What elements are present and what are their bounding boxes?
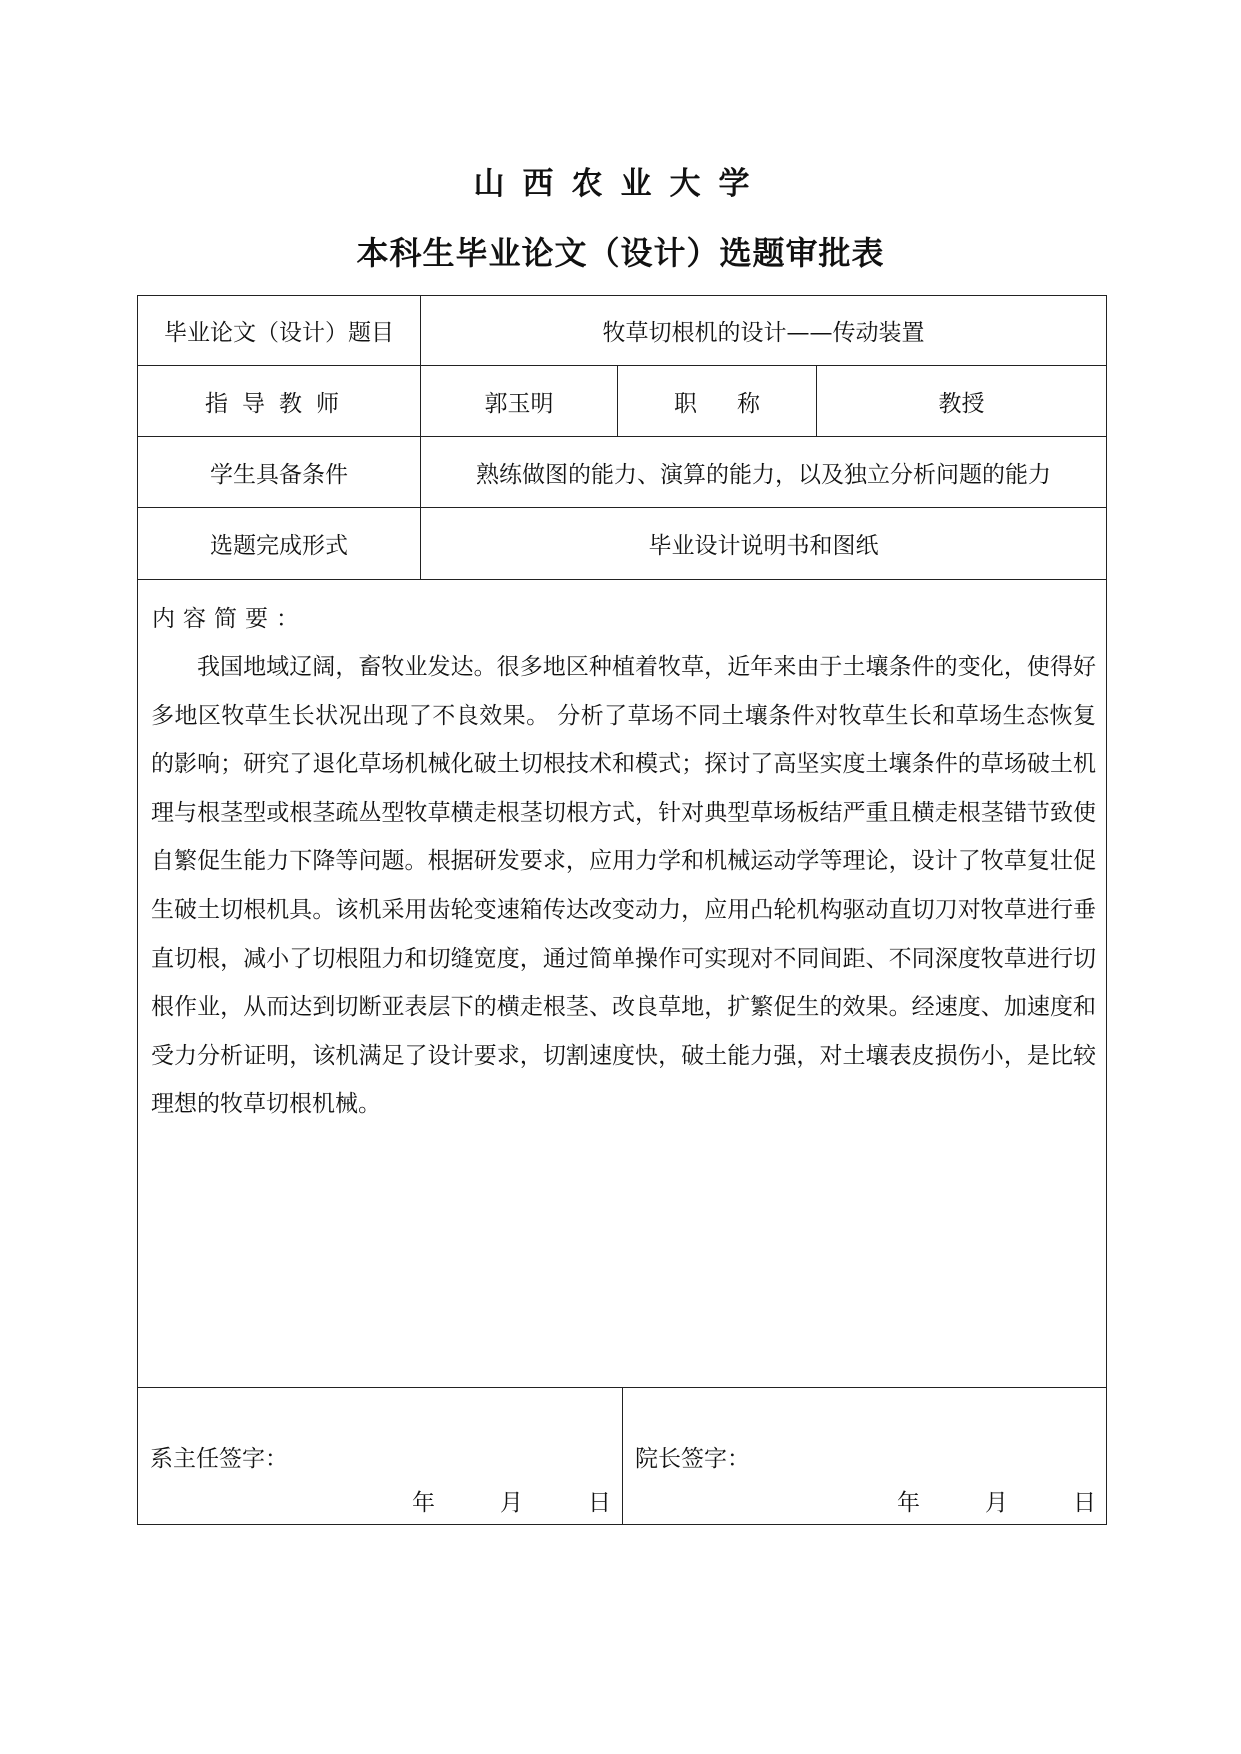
content-summary bbox=[138, 580, 1106, 1388]
dean-month: 月 bbox=[985, 1490, 1008, 1516]
requirements-row bbox=[138, 437, 1106, 508]
dept-head-month: 月 bbox=[500, 1490, 523, 1516]
dept-head-day: 日 bbox=[588, 1490, 611, 1516]
dean-day: 日 bbox=[1073, 1490, 1096, 1516]
dean-signature bbox=[622, 1388, 1107, 1524]
form-type-label: 选题完成形式 bbox=[210, 533, 348, 559]
dean-year: 年 bbox=[897, 1490, 920, 1516]
title-label: 职称 bbox=[617, 366, 816, 436]
advisor-row bbox=[138, 366, 1106, 437]
topic-label: 毕业论文（设计）题目 bbox=[164, 320, 394, 346]
content-label: 内容简要： bbox=[152, 606, 307, 632]
dept-head-signature bbox=[138, 1388, 622, 1524]
requirements-label: 学生具备条件 bbox=[210, 461, 348, 488]
content-body: 我国地域辽阔，畜牧业发达。很多地区种植着牧草，近年来由于土壤条件的变化，使得好多地区牧草生长状况出现了不良效果。 分析了草场不同土壤条件对牧草生长和草场生态恢复的影响；研究了退化草场机械化破土切根技术和模式；探讨了高坚实度土壤条件的草场破土机理与根茎型或根茎疏丛型牧草横走根茎切根方式，针对典型草场板结严重且横走根茎错节致使自繁促生能力下降等问题。根据研发要求，应用力学和机械运动学等理论，设计了牧草复壮促生破土切根机具。该机采用齿轮变速箱传达改变动力，应用凸轮机构驱动直切刀对牧草进行垂直切根，减小了切根阻力和切缝宽度，通过简单操作可实现对不同间距、不同深度牧草进行切根作业，从而达到切断亚表层下的横走根茎、改良草地，扩繁促生的效果。经速度、加速度和受力分析证明，该机满足了设计要求，切割速度快，破土能力强，对土壤表皮损伤小，是比较理想的牧草切根机械。 bbox=[151, 654, 1096, 1118]
requirements-value: 熟练做图的能力、演算的能力，以及独立分析问题的能力 bbox=[420, 437, 1106, 507]
form-type-row bbox=[138, 508, 1106, 580]
dean-label: 院长签字： bbox=[635, 1446, 750, 1472]
form-type-value: 毕业设计说明书和图纸 bbox=[420, 508, 1106, 579]
dept-head-year: 年 bbox=[412, 1490, 435, 1516]
advisor-label: 指导教师 bbox=[205, 390, 353, 417]
dept-head-label: 系主任签字： bbox=[150, 1446, 288, 1472]
advisor-name: 郭玉明 bbox=[420, 366, 617, 436]
approval-form bbox=[137, 295, 1107, 1525]
topic-row bbox=[138, 296, 1106, 366]
form-title: 本科生毕业论文（设计）选题审批表 bbox=[356, 234, 885, 272]
title-value: 教授 bbox=[816, 366, 1106, 436]
topic-value: 牧草切根机的设计——传动装置 bbox=[420, 296, 1106, 365]
university-name: 山西农业大学 bbox=[473, 166, 768, 202]
